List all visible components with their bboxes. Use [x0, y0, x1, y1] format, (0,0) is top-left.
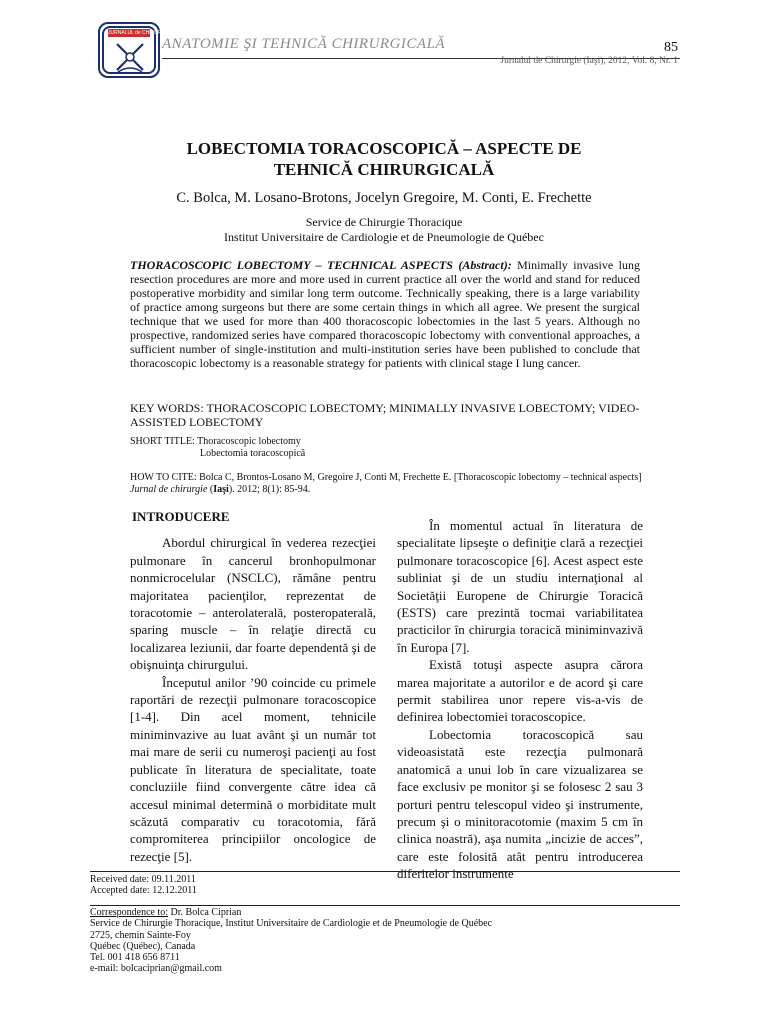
affiliation [90, 215, 678, 245]
paragraph: Lobectomia toracoscopică sau videoasistată este rezecţia pulmonară anatomică a unui lob în care vizualizarea se face exclusiv pe monitor şi se folosesc 2 sau 3 porturi pentru telescopul video şi instrumente, precum şi o minitoracotomie (maxim 5 cm în clinica noastră), aşa numita „incizie de acces”, care este folosită atât pentru introducerea diferitelor instrumente [397, 726, 643, 882]
paragraph: Începutul anilor ’90 coincide cu primele raportări de rezecţii pulmonare toracoscopice [1-4]. Din acel moment, tehnicile miniminvazive au luat avânt şi un număr tot mai mare de serii cu numeroşi pacienţi au fost publicate în literatura de specialitate, toate concluziile fiind convergente către idea că accesul minimal determină o morbiditate mult scăzută comparativ cu toracotomia, fără compromiterea principiilor oncologice de rezecţie [5]. [130, 674, 376, 864]
journal-logo [98, 22, 171, 78]
abstract [130, 258, 640, 370]
cite-mid: ( [207, 484, 214, 495]
body-column-right [397, 517, 643, 883]
paragraph: Există totuşi aspecte asupra cărora marea majoritate a autorilor e de acord şi care permit stabilirea unor repere vis-a-vis de definirea lobectomiei toracoscopice. [397, 657, 643, 725]
cite-suffix: ). 2012; 8(1): 85-94. [228, 484, 311, 495]
affiliation-institute: Institut Universitaire de Cardiologie et de Pneumologie de Québec [224, 230, 544, 244]
logo-ribbon-text: JURNALUL de CHIRURGIE [108, 30, 171, 36]
journal-section-name: ANATOMIE ŞI TEHNICĂ CHIRURGICALĂ [162, 36, 446, 52]
correspondence-street: 2725, chemin Sainte-Foy [90, 929, 191, 941]
submission-dates [90, 874, 197, 897]
paragraph: În momentul actual în literatura de specialitate lipseşte o definiţie clară a rezecţiei pulmonare toracoscopice [6]. Acest aspect este subliniat şi de un studiu internaţional al Societăţii Europene de Chirurgie Toracică (ESTS) care prezintă tocmai variabilitatea practicilor în chirurgia toracică miniminvazivă în Europa [7]. [397, 518, 643, 655]
received-date: Received date: 09.11.2011 [90, 874, 196, 885]
abstract-heading: THORACOSCOPIC LOBECTOMY – TECHNICAL ASPECTS (Abstract): [130, 258, 512, 272]
correspondence-city: Québec (Québec), Canada [90, 940, 196, 952]
short-title [130, 436, 305, 460]
correspondence-name [90, 907, 492, 918]
title-line-1: LOBECTOMIA TORACOSCOPICĂ – ASPECTE DE [186, 139, 582, 158]
article-title [90, 138, 678, 180]
cite-prefix: HOW TO CITE: Bolca C, Brontos-Losano M, Gregoire J, Conti M, Frechette E. [Thoracoscopic lobectomy – technical aspects] [130, 472, 642, 483]
scalpel-emblem-icon [114, 40, 146, 74]
correspondence-divider [90, 905, 680, 906]
author-list: C. Bolca, M. Losano-Brotons, Jocelyn Gregoire, M. Conti, E. Frechette [176, 190, 592, 206]
correspondence-person: Dr. Bolca Ciprian [168, 907, 242, 918]
correspondence-institution: Service de Chirurgie Thoracique, Institut Universitaire de Cardiologie et de Pneumologie de Québec [90, 918, 493, 930]
title-line-2: TEHNICĂ CHIRURGICALĂ [273, 160, 495, 179]
cite-place: Iaşi [213, 484, 229, 495]
journal-citation: Jurnalul de Chirurgie (Iaşi), 2012, Vol. 8, Nr. 1 [500, 56, 678, 66]
correspondence-phone: Tel. 001 418 656 8711 [90, 952, 180, 964]
how-to-cite [130, 472, 645, 496]
keywords: KEY WORDS: THORACOSCOPIC LOBECTOMY; MINIMALLY INVASIVE LOBECTOMY; VIDEO-ASSISTED LOBECTOMY [130, 401, 640, 429]
accepted-date: Accepted date: 12.12.2011 [90, 885, 197, 897]
footnote-divider [90, 871, 680, 872]
abstract-text: Minimally invasive lung resection procedures are more and more used in current practice all over the world and stand for reduced postoperative morbidity and similar long term outcome. Technically speaking, there is a large variability of practice among surgeons but there are some certain things in which all agree. We present the surgical technique that we used for more than 400 thoracoscopic lobectomies in the last 5 years. Although no prospective, randomized series have compared thoracoscopic lobectomy with conventional approaches, a sufficient number of single-institution and multi-institution series have been published to conclude that thoracoscopic lobectomy is a reasonable strategy for patients with clinical stage I lung cancer. [130, 258, 640, 370]
short-title-en: SHORT TITLE: Thoracoscopic lobectomy [130, 436, 301, 447]
page-number: 85 [664, 40, 678, 55]
correspondence [90, 907, 492, 975]
section-heading-introducere: INTRODUCERE [132, 509, 230, 524]
paragraph: Abordul chirurgical în vederea rezecţiei pulmonare în cancerul bronhopulmonar nonmicrocelular (NSCLC), rămâne pentru majoritatea pacienţilor, reprezentat de toracotomie – anterolaterală, posteropaterală, sparing muscle – în relaţie directă cu localizarea leziunii, dar foarte dependentă şi de obişnuinţa chirurgului. [130, 535, 376, 673]
short-title-ro: Lobectomia toracoscopică [200, 448, 306, 459]
body-column-left [130, 508, 376, 865]
affiliation-department: Service de Chirurgie Thoracique [305, 215, 463, 229]
cite-journal: Jurnal de chirurgie [130, 484, 208, 495]
correspondence-label: Correspondence to: [90, 907, 169, 918]
correspondence-email: e-mail: bolcaciprian@gmail.com [90, 963, 222, 975]
